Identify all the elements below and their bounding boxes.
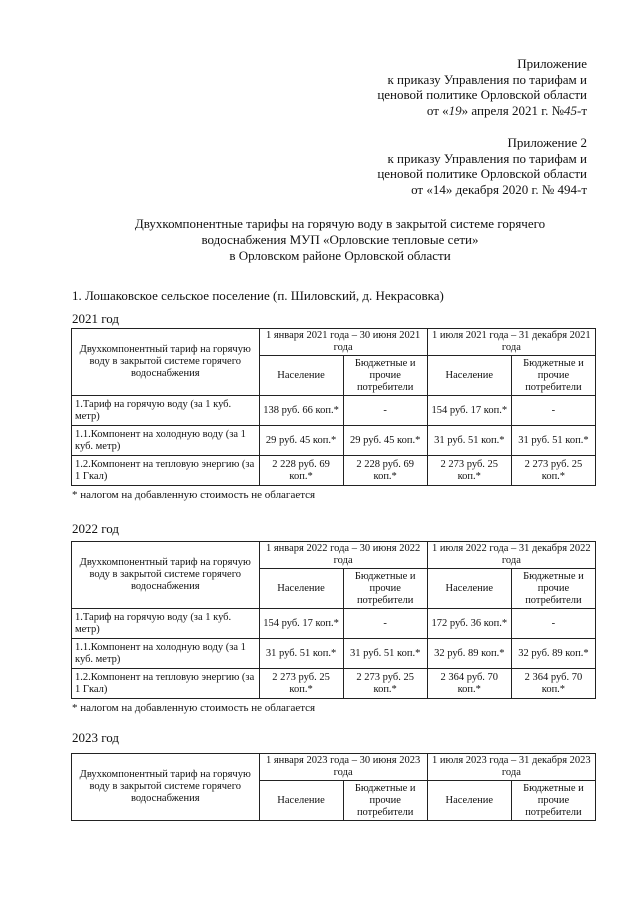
- cell-value: 31 руб. 51 коп.*: [343, 639, 427, 669]
- document-title: [40, 216, 640, 264]
- header-budget: Бюджетные и прочие потребители: [343, 781, 427, 821]
- cell-value: -: [511, 396, 595, 426]
- header-tariff-name: Двухкомпонентный тариф на горячую воду в закрытой системе горячего водоснабжения: [72, 754, 260, 821]
- cell-value: 31 руб. 51 коп.*: [259, 639, 343, 669]
- cell-value: 29 руб. 45 коп.*: [343, 426, 427, 456]
- header-period-1: 1 января 2021 года – 30 июня 2021 года: [259, 329, 427, 356]
- row-label: 1.1.Компонент на холодную воду (за 1 куб. метр): [72, 639, 260, 669]
- cell-value: 2 273 руб. 25 коп.*: [259, 669, 343, 699]
- cell-value: 2 273 руб. 25 коп.*: [343, 669, 427, 699]
- table-row: [72, 669, 596, 699]
- vat-footnote: * налогом на добавленную стоимость не облагается: [72, 702, 316, 714]
- tariff-table-2023: [71, 753, 596, 821]
- cell-value: 2 228 руб. 69 коп.*: [259, 456, 343, 486]
- appendix-1-line3: ценовой политике Орловской области: [377, 87, 587, 102]
- appendix-2-block: [377, 135, 587, 197]
- appendix-2-line2: к приказу Управления по тарифам и: [387, 150, 587, 166]
- appendix-1-date-mid: » апреля 2021 г. №: [461, 102, 564, 118]
- row-label: 1.2.Компонент на тепловую энергию (за 1 Гкал): [72, 456, 260, 486]
- cell-value: 138 руб. 66 коп.*: [259, 396, 343, 426]
- cell-value: 2 273 руб. 25 коп.*: [511, 456, 595, 486]
- table-row: [72, 639, 596, 669]
- header-population: Население: [259, 356, 343, 396]
- cell-value: 172 руб. 36 коп.*: [427, 609, 511, 639]
- cell-value: 32 руб. 89 коп.*: [427, 639, 511, 669]
- header-tariff-name: Двухкомпонентный тариф на горячую воду в закрытой системе горячего водоснабжения: [72, 542, 260, 609]
- cell-value: 31 руб. 51 коп.*: [511, 426, 595, 456]
- header-period-1: 1 января 2022 года – 30 июня 2022 года: [259, 542, 427, 569]
- year-label-2023: 2023 год: [72, 730, 119, 745]
- cell-value: -: [343, 396, 427, 426]
- header-budget: Бюджетные и прочие потребители: [343, 356, 427, 396]
- cell-value: -: [511, 609, 595, 639]
- appendix-2-heading: Приложение 2: [507, 135, 587, 150]
- year-label-2021: 2021 год: [72, 311, 119, 326]
- vat-footnote: * налогом на добавленную стоимость не облагается: [72, 489, 316, 501]
- header-period-2: 1 июля 2022 года – 31 декабря 2022 года: [427, 542, 595, 569]
- appendix-1-number: 45: [563, 102, 577, 118]
- header-period-2: 1 июля 2023 года – 31 декабря 2023 года: [427, 754, 595, 781]
- header-budget: Бюджетные и прочие потребители: [511, 569, 595, 609]
- appendix-1-date-prefix: от «: [426, 102, 449, 118]
- cell-value: 2 228 руб. 69 коп.*: [343, 456, 427, 486]
- appendix-1-date: [377, 103, 587, 119]
- appendix-1-block: [377, 56, 587, 118]
- table-row: [72, 456, 596, 486]
- title-line-3: в Орловском районе Орловской области: [229, 248, 451, 263]
- header-population: Население: [259, 569, 343, 609]
- header-budget: Бюджетные и прочие потребители: [343, 569, 427, 609]
- cell-value: 2 364 руб. 70 коп.*: [511, 669, 595, 699]
- year-label-2022: 2022 год: [72, 521, 119, 536]
- row-label: 1.Тариф на горячую воду (за 1 куб. метр): [72, 396, 260, 426]
- tariff-table-2022: [71, 541, 596, 699]
- cell-value: -: [343, 609, 427, 639]
- header-tariff-name: Двухкомпонентный тариф на горячую воду в закрытой системе горячего водоснабжения: [72, 329, 260, 396]
- row-label: 1.2.Компонент на тепловую энергию (за 1 Гкал): [72, 669, 260, 699]
- appendix-1-suffix: -т: [576, 102, 587, 118]
- table-row: [72, 426, 596, 456]
- header-budget: Бюджетные и прочие потребители: [511, 356, 595, 396]
- title-line-1: Двухкомпонентные тарифы на горячую воду в закрытой системе горячего: [134, 216, 546, 231]
- cell-value: 31 руб. 51 коп.*: [427, 426, 511, 456]
- cell-value: 29 руб. 45 коп.*: [259, 426, 343, 456]
- table-row: [72, 396, 596, 426]
- appendix-1-heading: Приложение: [517, 56, 587, 71]
- appendix-1-day: 19: [448, 102, 462, 118]
- table-row: [72, 609, 596, 639]
- header-budget: Бюджетные и прочие потребители: [511, 781, 595, 821]
- section-title: 1. Лошаковское сельское поселение (п. Шиловский, д. Некрасовка): [72, 288, 444, 303]
- header-period-2: 1 июля 2021 года – 31 декабря 2021 года: [427, 329, 595, 356]
- appendix-1-line2: к приказу Управления по тарифам и: [387, 71, 587, 87]
- header-population: Население: [427, 356, 511, 396]
- cell-value: 154 руб. 17 коп.*: [259, 609, 343, 639]
- appendix-2-date: от «14» декабря 2020 г. № 494-т: [411, 181, 587, 197]
- cell-value: 2 273 руб. 25 коп.*: [427, 456, 511, 486]
- cell-value: 32 руб. 89 коп.*: [511, 639, 595, 669]
- cell-value: 2 364 руб. 70 коп.*: [427, 669, 511, 699]
- header-population: Население: [427, 781, 511, 821]
- tariff-table-2021: [71, 328, 596, 486]
- header-period-1: 1 января 2023 года – 30 июня 2023 года: [259, 754, 427, 781]
- row-label: 1.Тариф на горячую воду (за 1 куб. метр): [72, 609, 260, 639]
- header-population: Население: [259, 781, 343, 821]
- title-line-2: водоснабжения МУП «Орловские тепловые сети»: [201, 232, 479, 247]
- cell-value: 154 руб. 17 коп.*: [427, 396, 511, 426]
- row-label: 1.1.Компонент на холодную воду (за 1 куб. метр): [72, 426, 260, 456]
- header-population: Население: [427, 569, 511, 609]
- appendix-2-line3: ценовой политике Орловской области: [377, 166, 587, 181]
